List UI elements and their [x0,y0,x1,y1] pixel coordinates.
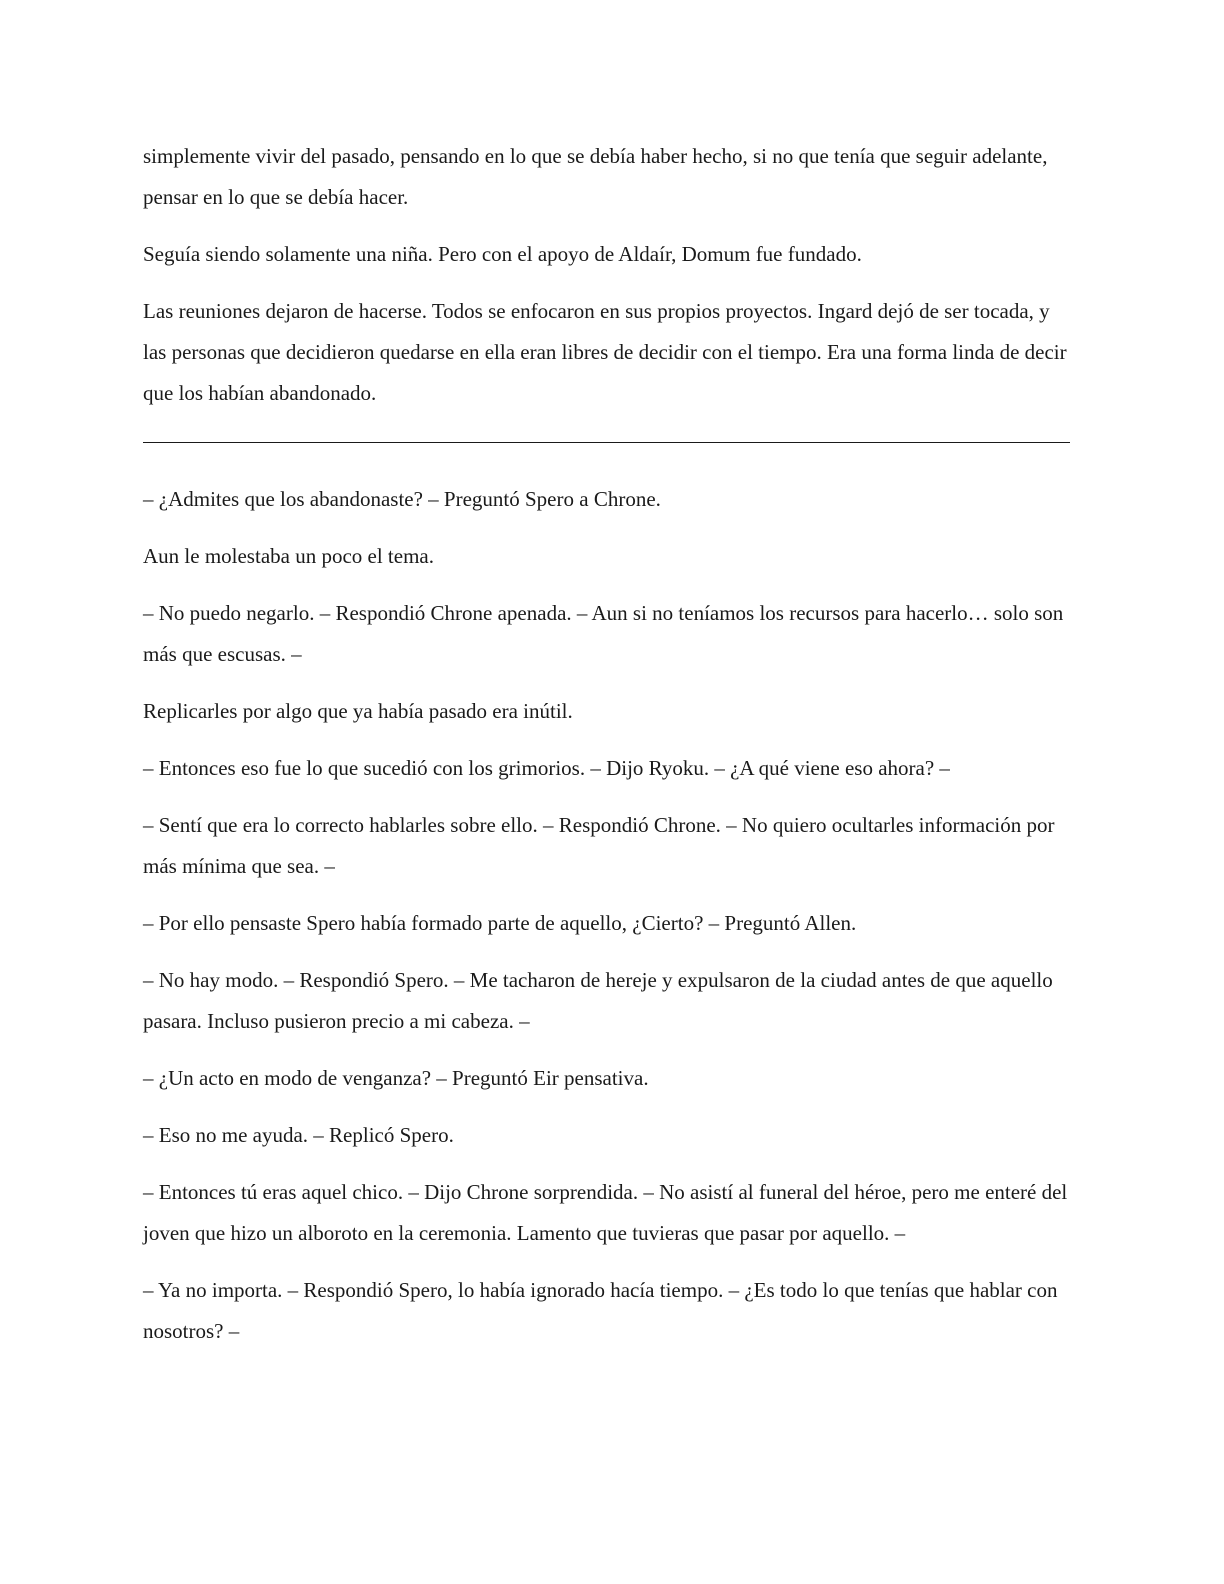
paragraph: – ¿Admites que los abandonaste? – Preguntó Spero a Chrone. [143,487,661,511]
paragraph: – Ya no importa. – Respondió Spero, lo había ignorado hacía tiempo. – ¿Es todo lo que tenías que hablar con nosotros? – [143,1278,1058,1343]
paragraph: – Eso no me ayuda. – Replicó Spero. [143,1123,454,1147]
paragraph: Seguía siendo solamente una niña. Pero con el apoyo de Aldaír, Domum fue fundado. [143,242,862,266]
paragraph: Aun le molestaba un poco el tema. [143,544,434,568]
paragraph: Las reuniones dejaron de hacerse. Todos se enfocaron en sus propios proyectos. Ingard dejó de ser tocada, y las personas que decidieron quedarse en ella eran libres de decidir con el tiempo. Era una forma linda de decir que los habían abandonado. [143,299,1067,405]
paragraph: simplemente vivir del pasado, pensando en lo que se debía haber hecho, si no que tenía que seguir adelante, pensar en lo que se debía hacer. [143,144,1048,209]
paragraph: – No hay modo. – Respondió Spero. – Me tacharon de hereje y expulsaron de la ciudad antes de que aquello pasara. Incluso pusieron precio a mi cabeza. – [143,968,1053,1033]
paragraph: – Por ello pensaste Spero había formado parte de aquello, ¿Cierto? – Preguntó Allen. [143,911,857,935]
paragraph: – No puedo negarlo. – Respondió Chrone apenada. – Aun si no teníamos los recursos para hacerlo… solo son más que escusas. – [143,601,1064,666]
document-page [143,136,1073,1368]
paragraph: – Entonces tú eras aquel chico. – Dijo Chrone sorprendida. – No asistí al funeral del héroe, pero me enteré del joven que hizo un alboroto en la ceremonia. Lamento que tuvieras que pasar por aquello. – [143,1180,1068,1245]
paragraph: – Sentí que era lo correcto hablarles sobre ello. – Respondió Chrone. – No quiero ocultarles información por más mínima que sea. – [143,813,1055,878]
paragraph: – Entonces eso fue lo que sucedió con los grimorios. – Dijo Ryoku. – ¿A qué viene eso ahora? – [143,756,950,780]
paragraph: – ¿Un acto en modo de venganza? – Preguntó Eir pensativa. [143,1066,649,1090]
section-divider [143,442,1070,443]
paragraph: Replicarles por algo que ya había pasado era inútil. [143,699,573,723]
